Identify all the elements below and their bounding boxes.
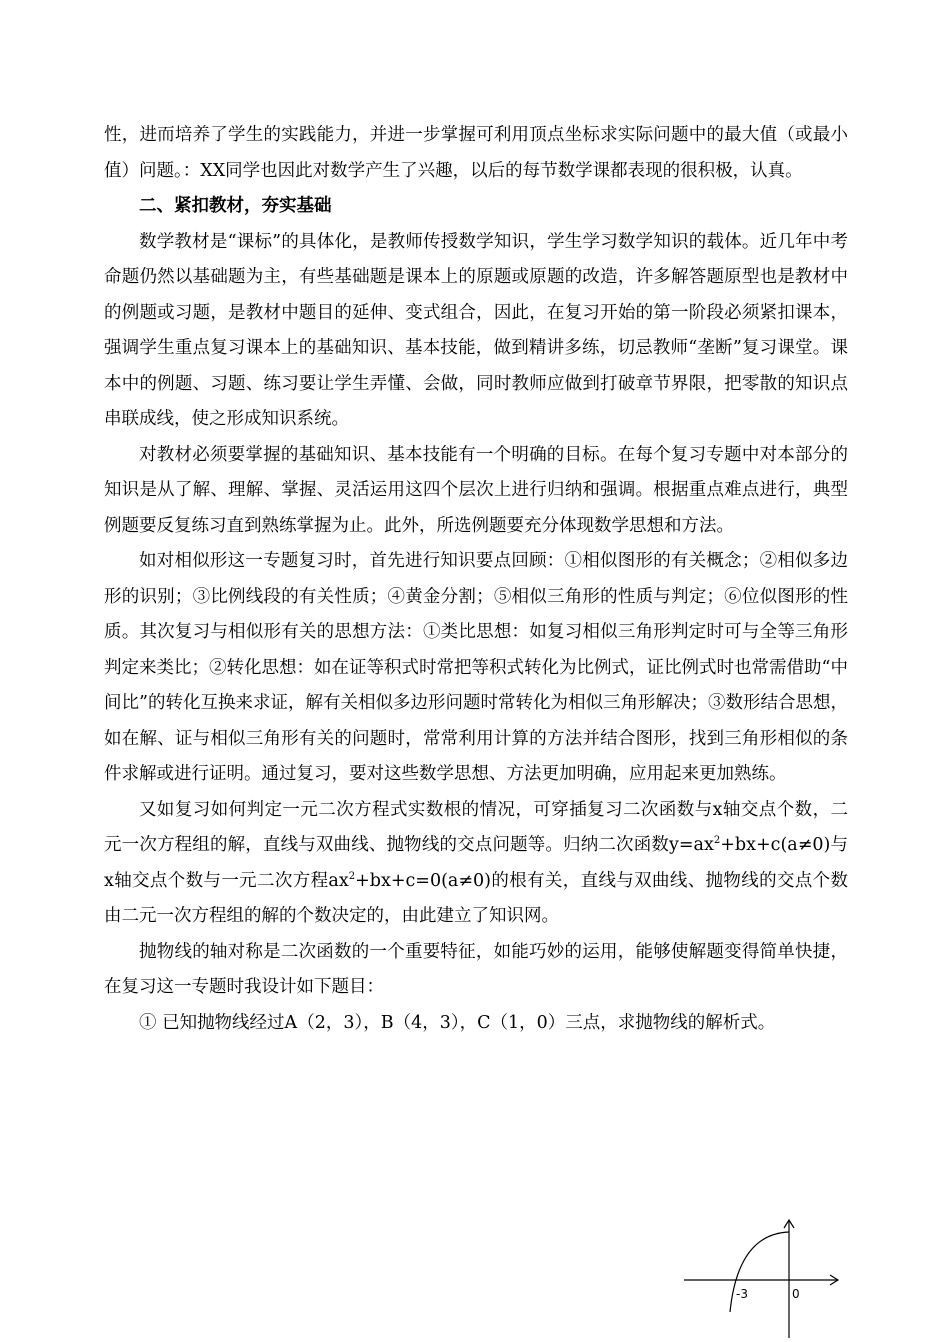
superscript-two: 2 xyxy=(348,870,356,882)
section-heading: 二、紧扣教材，夯实基础 xyxy=(139,196,332,216)
paragraph-exercise-1: ① 已知抛物线经过A（2，3），B（4，3），C（1，0）三点，求抛物线的解析式。 xyxy=(139,1012,776,1033)
quadratic-text-b: +bx+c(a≠0)与x轴交点个数与一元二次方程ax xyxy=(104,835,848,891)
label-zero: 0 xyxy=(792,1287,800,1301)
label-neg3: -3 xyxy=(736,1287,748,1301)
quadratic-text-c: +bx+c=0(a≠0)的根有关，直线与双曲线、抛物线的交点个数由二元一次方程组的解的个数决定的，由此建立了知识网。 xyxy=(104,870,848,926)
superscript-two: 2 xyxy=(713,835,721,847)
parabola-figure xyxy=(680,1212,850,1340)
paragraph-textbook: 数学教材是“课标”的具体化，是教师传授数学知识，学生学习数学知识的载体。近几年中考命题仍然以基础题为主，有些基础题是课本上的原题或原题的改造，许多解答题原型也是教材中的例题或习题，是教材中题目的延伸、变式组合，因此，在复习开始的第一阶段必须紧扣课本，强调学生重点复习课本上的基础知识、基本技能，做到精讲多练，切忌教师“垄断”复习课堂。课本中的例题、习题、练习要让学生弄懂、会做，同时教师应做到打破章节界限，把零散的知识点串联成线，使之形成知识系统。 xyxy=(104,231,848,429)
parabola-sketch xyxy=(680,1212,850,1340)
paragraph-goals: 对教材必须要掌握的基础知识、基本技能有一个明确的目标。在每个复习专题中对本部分的知识是从了解、理解、掌握、灵活运用这四个层次上进行归纳和强调。根据重点难点进行，典型例题要反复练习直到熟练掌握为止。此外，所选例题要充分体现数学思想和方法。 xyxy=(104,444,848,536)
paragraph-quadratic xyxy=(104,793,848,935)
quadratic-text-a: 又如复习如何判定一元二次方程式实数根的情况，可穿插复习二次函数与x轴交点个数，二元一次方程组的解，直线与双曲线、抛物线的交点问题等。归纳二次函数y=ax xyxy=(104,799,848,855)
body-text xyxy=(104,118,848,1041)
paragraph-parabola-symmetry: 抛物线的轴对称是二次函数的一个重要特征，如能巧妙的运用，能够使解题变得简单快捷，在复习这一专题时我设计如下题目： xyxy=(104,941,848,997)
paragraph-similar-figures: 如对相似形这一专题复习时，首先进行知识要点回顾：①相似图形的有关概念；②相似多边形的识别；③比例线段的有关性质；④黄金分割；⑤相似三角形的性质与判定；⑥位似图形的性质。其次复习与相似形有关的思想方法：①类比思想：如复习相似三角形判定时可与全等三角形判定来类比；②转化思想：如在证等积式时常把等积式转化为比例式，证比例式时也常需借助“中间比”的转化互换来求证，解有关相似多边形问题时常转化为相似三角形解决；③数形结合思想，如在解、证与相似三角形有关的问题时，常常利用计算的方法并结合图形，找到三角形相似的条件求解或进行证明。通过复习，要对这些数学思想、方法更加明确，应用起来更加熟练。 xyxy=(104,551,848,784)
paragraph-continuation: 性，进而培养了学生的实践能力，并进一步掌握可利用顶点坐标求实际问题中的最大值（或最小值）问题。：XX同学也因此对数学产生了兴趣，以后的每节数学课都表现的很积极，认真。 xyxy=(104,125,848,181)
